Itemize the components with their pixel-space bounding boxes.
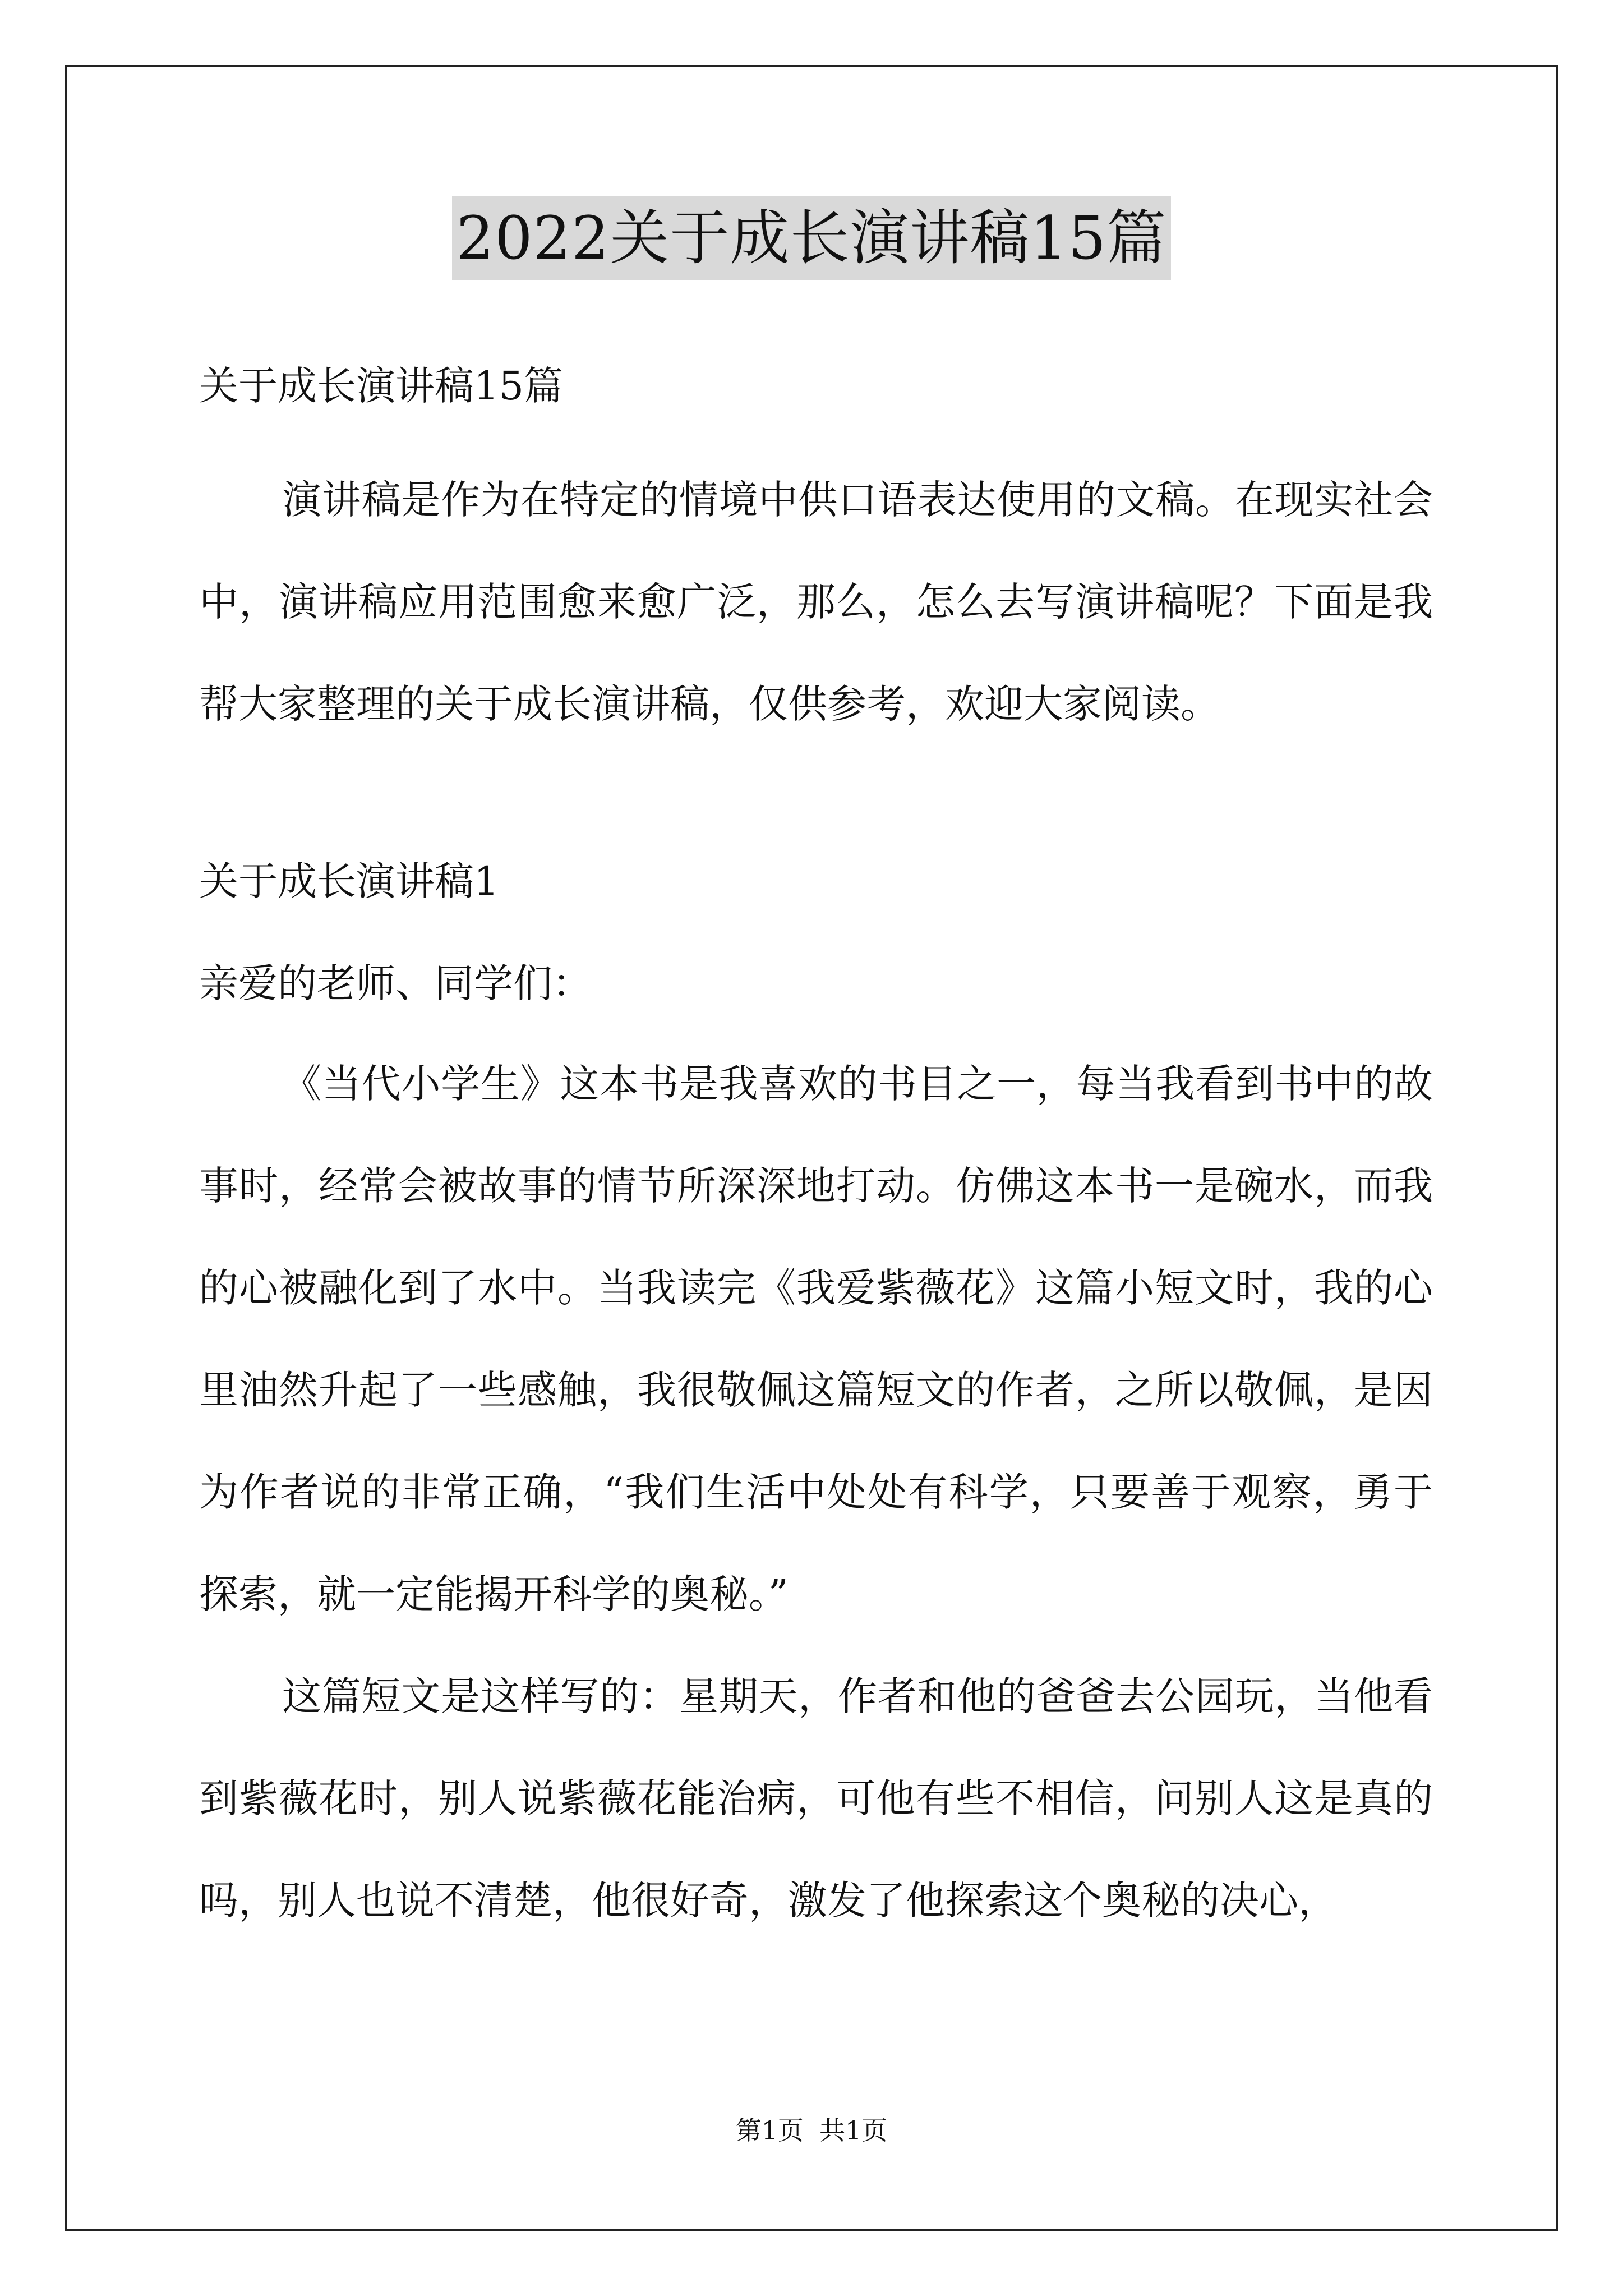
- body-paragraph-2: 这篇短文是这样写的：星期天，作者和他的爸爸去公园玩，当他看到紫薇花时，别人说紫薇花能治病，可他有些不相信，问别人这是真的吗，别人也说不清楚，他很好奇，激发了他探索这个奥秘的决心，: [199, 1673, 1433, 1924]
- title-container: [0, 196, 1623, 280]
- document-subtitle: 关于成长演讲稿15篇: [199, 363, 564, 409]
- section-heading: 关于成长演讲稿1: [199, 858, 499, 904]
- page-footer: [0, 2114, 1623, 2147]
- salutation: 亲爱的老师、同学们：: [199, 960, 592, 1006]
- page-number: 第1页: [735, 2115, 804, 2146]
- document-body: [199, 337, 1433, 1952]
- document-title: 2022关于成长演讲稿15篇: [452, 196, 1172, 280]
- body-paragraph-1: 《当代小学生》这本书是我喜欢的书目之一，每当我看到书中的故事时，经常会被故事的情节所深深地打动。仿佛这本书一是碗水，而我的心被融化到了水中。当我读完《我爱紫薇花》这篇小短文时，我的心里油然升起了一些感触，我很敬佩这篇短文的作者，之所以敬佩，是因为作者说的非常正确，“我们生活中处处有科学，只要善于观察，勇于探索，就一定能揭开科学的奥秘。”: [199, 1061, 1433, 1617]
- intro-paragraph: 演讲稿是作为在特定的情境中供口语表达使用的文稿。在现实社会中，演讲稿应用范围愈来愈广泛，那么，怎么去写演讲稿呢？下面是我帮大家整理的关于成长演讲稿，仅供参考，欢迎大家阅读。: [199, 477, 1433, 727]
- page-total: 共1页: [819, 2115, 888, 2146]
